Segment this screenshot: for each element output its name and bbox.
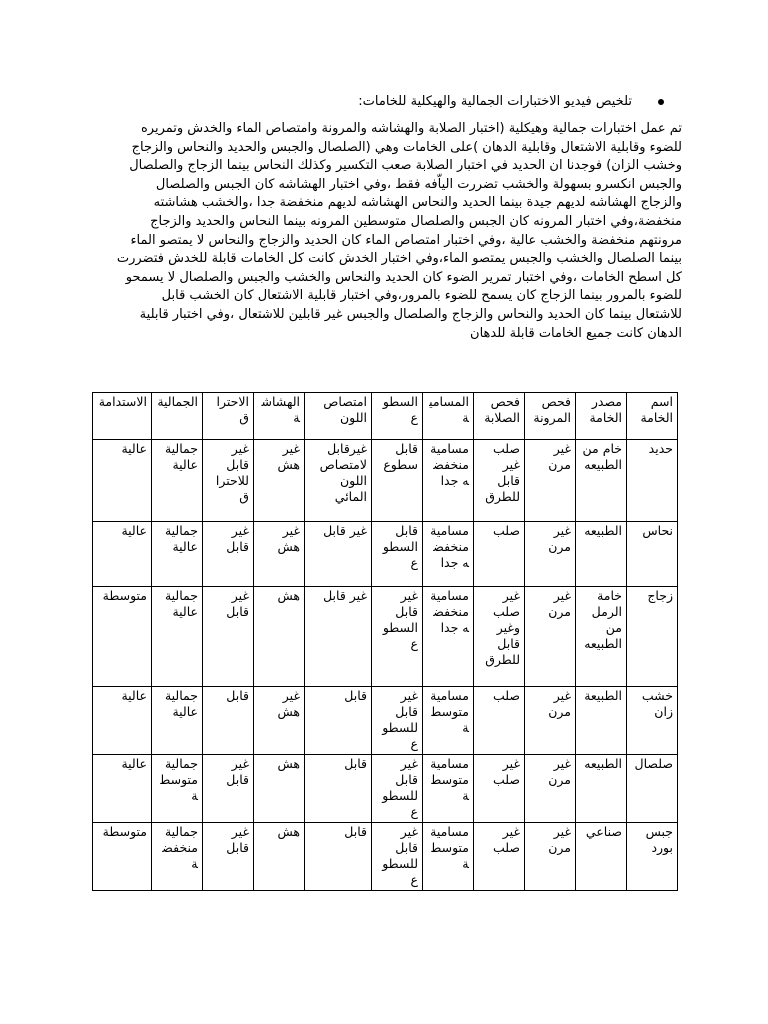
paragraph-line: للضوء وقابلية الاشتعال وقابلية الدهان )على الخامات وهي (الصلصال والجبس والحديد والنحاس والزجاج — [131, 139, 682, 155]
table-cell: مسامية متوسطة — [423, 823, 474, 891]
paragraph-line: كل اسطح الخامات ،وفي اختبار تمرير الضوء كان الحديد والنحاس والخشب والجبس والصلصال لا يسمحو — [125, 269, 682, 285]
table-cell: هش — [254, 587, 305, 687]
table-cell: غير قابل — [203, 522, 254, 587]
table-cell: خامة الرمل من الطبيعه — [576, 587, 627, 687]
table-cell: قابل سطوع — [372, 440, 423, 522]
paragraph-line: والزجاج الهشاشه لديهم جيدة بينما الحديد والنحاس الهشاشه لديهم منخفضة جدا ،والخشب هشاشته — [153, 195, 682, 211]
table-row — [93, 522, 678, 587]
table-cell: الطبيعه — [576, 522, 627, 587]
table-cell: صلب غير قابل للطرق — [474, 440, 525, 522]
table-header-cell: اسم الخامة — [627, 393, 678, 440]
table-cell: غير مرن — [525, 755, 576, 823]
table-header-cell: الاحتراق — [203, 393, 254, 440]
table-cell: صلصال — [627, 755, 678, 823]
table-cell: قابل — [203, 687, 254, 755]
table-cell: غير قابل — [203, 755, 254, 823]
table-header-cell: فحص الصلابة — [474, 393, 525, 440]
table-row — [93, 755, 678, 823]
table-row — [93, 687, 678, 755]
table-cell: غير قابل للسطوع — [372, 755, 423, 823]
table-cell: غير قابل — [305, 587, 372, 687]
table-cell: خشب زان — [627, 687, 678, 755]
table-cell: غير قابل للاحتراق — [203, 440, 254, 522]
table-cell: جمالية متوسطة — [152, 755, 203, 823]
paragraph-line: للضوء بالمرور بينما الزجاج كان يسمح للضوء بالمرور،وفي اختبار قابلية الاشتعال كان الخشب قابل — [161, 288, 682, 304]
table-row — [93, 587, 678, 687]
table-cell: غير قابل السطوع — [372, 587, 423, 687]
table-cell: غيرقابل لامتصاص اللون المائي — [305, 440, 372, 522]
paragraph-line: منخفضة،وفي اختبار المرونه كان الجبس والصلصال متوسطين المرونه بينما النحاس والحديد والزجاج — [150, 213, 682, 229]
table-cell: غير مرن — [525, 587, 576, 687]
table-header-cell: فحص المرونة — [525, 393, 576, 440]
table-cell: عالية — [93, 687, 152, 755]
table-cell: غير مرن — [525, 823, 576, 891]
table-cell: عالية — [93, 755, 152, 823]
table-cell: جمالية عالية — [152, 522, 203, 587]
table-cell: جمالية منخفضة — [152, 823, 203, 891]
paragraph-line: بينما الصلصال والخشب والجبس يمتصو الماء،وفي اختبار الخدش كانت كل الخامات قابلة للخدش فتضررت — [116, 251, 682, 267]
paragraph-line: مرونتهم منخفضة والخشب عالية ،وفي اختبار امتصاص الماء كان الحديد والزجاج والنحاس لا يمتصو الماء — [130, 232, 682, 248]
table-cell: حديد — [627, 440, 678, 522]
table-cell: جمالية عالية — [152, 440, 203, 522]
paragraph-line: وخشب الزان) فوجدنا ان الحديد في اختبار الصلابة صعب التكسير وكذلك النحاس بينما الزجاج والصلصال — [129, 158, 682, 174]
table-cell: متوسطة — [93, 823, 152, 891]
table-cell: جمالية عالية — [152, 687, 203, 755]
table-cell: قابل — [305, 755, 372, 823]
table-cell: هش — [254, 823, 305, 891]
table-cell: متوسطة — [93, 587, 152, 687]
table-cell: مسامية منخفضه جدا — [423, 587, 474, 687]
table-cell: غير صلب — [474, 823, 525, 891]
table-header-cell: السطوع — [372, 393, 423, 440]
table-cell: غير قابل — [203, 823, 254, 891]
table-cell: غير قابل للسطوع — [372, 687, 423, 755]
materials-table — [92, 392, 678, 891]
table-cell: غير هش — [254, 440, 305, 522]
paragraph-line: للاشتعال بينما كان الحديد والنحاس والزجاج والصلصال والجبس غير قابلين للاشتعال ،وفي اختبار قابلية — [139, 306, 682, 322]
table-header-cell: الهشاشة — [254, 393, 305, 440]
table-cell: الطبيعه — [576, 755, 627, 823]
table-row — [93, 823, 678, 891]
paragraph-line: الدهان كانت جميع الخامات قابلة للدهان — [470, 325, 682, 341]
table-header-cell: المسامية — [423, 393, 474, 440]
table-cell: غير مرن — [525, 522, 576, 587]
table-cell: صلب — [474, 522, 525, 587]
table-header-cell: الجمالية — [152, 393, 203, 440]
paragraph-line: تم عمل اختبارات جمالية وهيكلية (اختبار الصلابة والهشاشه والمرونة وامتصاص الماء والخدش وتمريره — [140, 121, 682, 136]
table-cell: قابل — [305, 687, 372, 755]
table-cell: غير هش — [254, 522, 305, 587]
table-cell: صناعي — [576, 823, 627, 891]
table-cell: غير مرن — [525, 687, 576, 755]
table-cell: غير صلب — [474, 755, 525, 823]
table-cell: مسامية منخفضه جدا — [423, 440, 474, 522]
table-cell: قابل السطوع — [372, 522, 423, 587]
table-cell: مسامية متوسطة — [423, 755, 474, 823]
table-cell: غير قابل — [203, 587, 254, 687]
paragraph-line: والجبس انكسرو بسهولة والخشب تضررت الياّفه فقط ،وفي اختبار الهشاشه كان الجبس والصلصال — [155, 176, 682, 192]
table-row — [93, 440, 678, 522]
bullet-heading — [100, 92, 664, 112]
table-body — [93, 440, 678, 891]
table-header-row — [93, 393, 678, 440]
table-cell: جبس بورد — [627, 823, 678, 891]
table-cell: عالية — [93, 522, 152, 587]
table-cell: نحاس — [627, 522, 678, 587]
table-cell: غير قابل — [305, 522, 372, 587]
table-cell: مسامية منخفضه جدا — [423, 522, 474, 587]
table-cell: هش — [254, 755, 305, 823]
table-cell: قابل — [305, 823, 372, 891]
table-cell: خام من الطبيعه — [576, 440, 627, 522]
table-cell: زجاج — [627, 587, 678, 687]
heading-text: تلخيص فيديو الاختبارات الجمالية والهيكلية للخامات: — [358, 94, 632, 109]
summary-paragraph — [86, 120, 682, 343]
table-cell: الطبيعة — [576, 687, 627, 755]
table-header-cell: امتصاص اللون — [305, 393, 372, 440]
table-cell: عالية — [93, 440, 152, 522]
bullet-icon — [658, 99, 664, 105]
table-cell: مسامية متوسطة — [423, 687, 474, 755]
table-cell: جمالية عالية — [152, 587, 203, 687]
table-cell: غير قابل للسطوع — [372, 823, 423, 891]
table-cell: صلب — [474, 687, 525, 755]
table-cell: غير هش — [254, 687, 305, 755]
table-cell: غير صلب وغير قابل للطرق — [474, 587, 525, 687]
table-header-cell: الاستدامة — [93, 393, 152, 440]
table-header-cell: مصدر الخامة — [576, 393, 627, 440]
table-cell: غير مرن — [525, 440, 576, 522]
